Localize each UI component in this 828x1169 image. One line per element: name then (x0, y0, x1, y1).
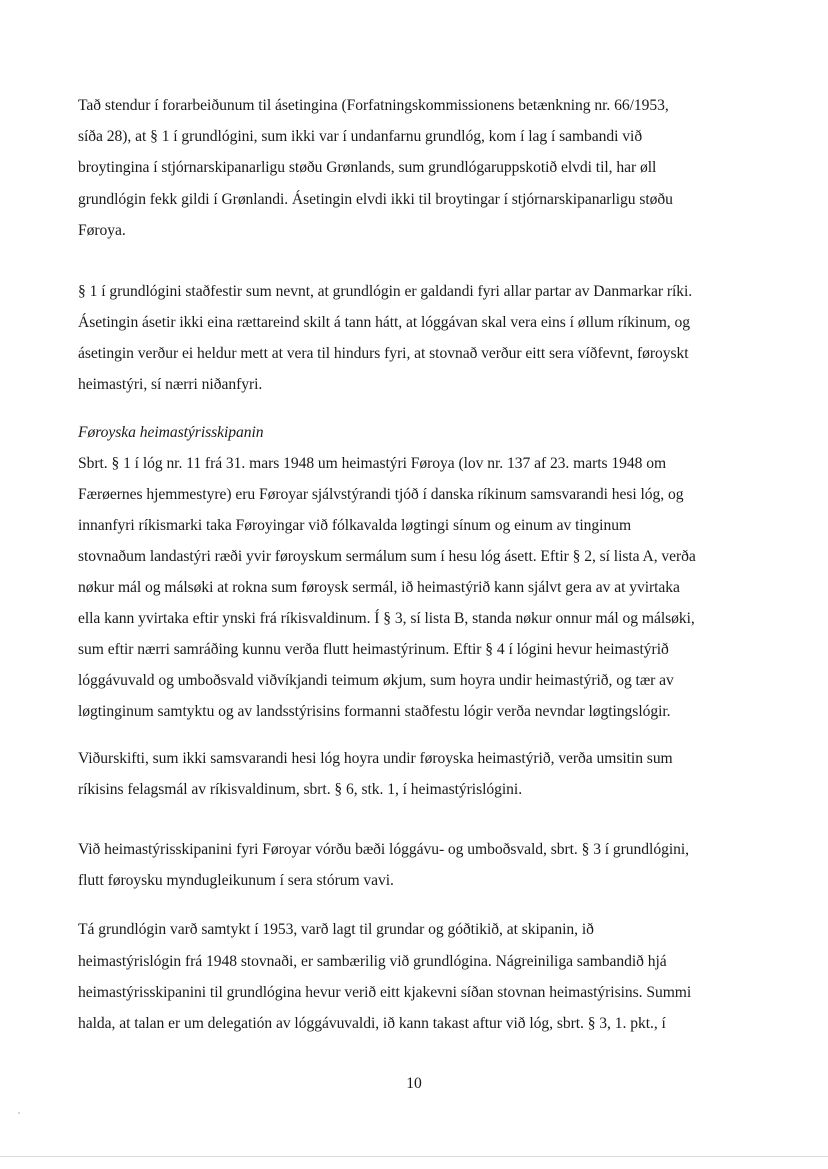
paragraph-3-line-3: innanfyri ríkismarki taka Føroyingar við fólkavalda løgtingi sínum og einum av tinginum (78, 517, 632, 534)
paragraph-4-line-1: Viðurskifti, sum ikki samsvarandi hesi lóg hoyra undir føroyska heimastýrið, verða umsitin sum (78, 750, 673, 767)
page-number: 10 (406, 1075, 422, 1092)
paragraph-1-line-5: Føroya. (78, 222, 126, 239)
paragraph-2-line-1: § 1 í grundlógini staðfestir sum nevnt, at grundlógin er galdandi fyri allar partar av Danmarkar ríki. (78, 283, 693, 300)
paragraph-2-line-4: heimastýri, sí nærri niðanfyri. (78, 376, 263, 393)
paragraph-1-line-3: broytingina í stjórnarskipanarligu støðu Grønlands, sum grundlógaruppskotið elvdi til, har øll (78, 159, 657, 176)
paragraph-1-line-4: grundlógin fekk gildi í Grønlandi. Ásetingin elvdi ikki til broytingar í stjórnarskipanarligu støðu (78, 191, 673, 208)
paragraph-1-line-1: Tað stendur í forarbeiðunum til ásetingina (Forfatningskommissionens betænkning nr. 66/1953, (78, 97, 669, 114)
paragraph-5-line-2: flutt føroysku myndugleikunum í sera stórum vavi. (78, 872, 394, 889)
paragraph-3-line-4: stovnaðum landastýri ræði yvir føroyskum sermálum sum í hesu lóg ásett. Eftir § 2, sí lista A, verða (78, 548, 696, 565)
paragraph-3-line-1: Sbrt. § 1 í lóg nr. 11 frá 31. mars 1948 um heimastýri Føroya (lov nr. 137 af 23. marts 1948 om (78, 455, 667, 472)
paragraph-3-line-2: Færøernes hjemmestyre) eru Føroyar sjálvstýrandi tjóð í danska ríkinum samsvarandi hesi lóg, og (78, 486, 684, 503)
paragraph-2-line-2: Ásetingin ásetir ikki eina rættareind skilt á tann hátt, at lóggávan skal vera eins í øllum ríkinum, og (78, 314, 690, 331)
paragraph-3-line-9: løgtinginum samtyktu og av landsstýrisins formanni staðfestu lógir verða nevndar løgtingslógir. (78, 703, 671, 720)
paragraph-1-line-2: síða 28), at § 1 í grundlógini, sum ikki var í undanfarnu grundlóg, kom í lag í sambandi við (78, 128, 643, 145)
scan-bottom-edge (0, 1156, 828, 1157)
paragraph-6-line-2: heimastýrislógin frá 1948 stovnaði, er sambærilig við grundlógina. Nágreiniliga sambandið hjá (78, 953, 667, 970)
paragraph-6-line-1: Tá grundlógin varð samtykt í 1953, varð lagt til grundar og góðtikið, at skipanin, ið (78, 921, 594, 938)
paragraph-4-line-2: ríkisins felagsmál av ríkisvaldinum, sbrt. § 6, stk. 1, í heimastýrislógini. (78, 781, 523, 798)
paragraph-3-line-8: lóggávuvald og umboðsvald viðvíkjandi teimum økjum, sum hoyra undir heimastýrið, og tær av (78, 672, 674, 689)
paragraph-5-line-1: Við heimastýrisskipanini fyri Føroyar vórðu bæði lóggávu- og umboðsvald, sbrt. § 3 í grundlógini, (78, 841, 689, 858)
paragraph-6-line-3: heimastýrisskipanini til grundlógina hevur verið eitt kjakevni síðan stovnan heimastýrisins. Summi (78, 984, 692, 1001)
section-heading: Føroyska heimastýrisskipanin (78, 424, 264, 441)
paragraph-3-line-6: ella kann yvirtaka eftir ynski frá ríkisvaldinum. Í § 3, sí lista B, standa nøkur onnur mál og málsøki, (78, 610, 695, 627)
paragraph-2-line-3: ásetingin verður ei heldur mett at vera til hindurs fyri, at stovnað verður eitt sera víðfevnt, føroyskt (78, 345, 689, 362)
paragraph-3-line-5: nøkur mál og málsøki at rokna sum føroysk sermál, ið heimastýrið kann sjálvt gera av at yvirtaka (78, 579, 680, 596)
paragraph-3-line-7: sum eftir nærri samráðing kunnu verða flutt heimastýrinum. Eftir § 4 í lógini hevur heimastýrið (78, 641, 669, 658)
scan-speck (18, 1112, 20, 1114)
paragraph-6-line-4: halda, at talan er um delegatión av lóggávuvaldi, ið kann takast aftur við lóg, sbrt. § 3, 1. pkt., í (78, 1015, 666, 1032)
